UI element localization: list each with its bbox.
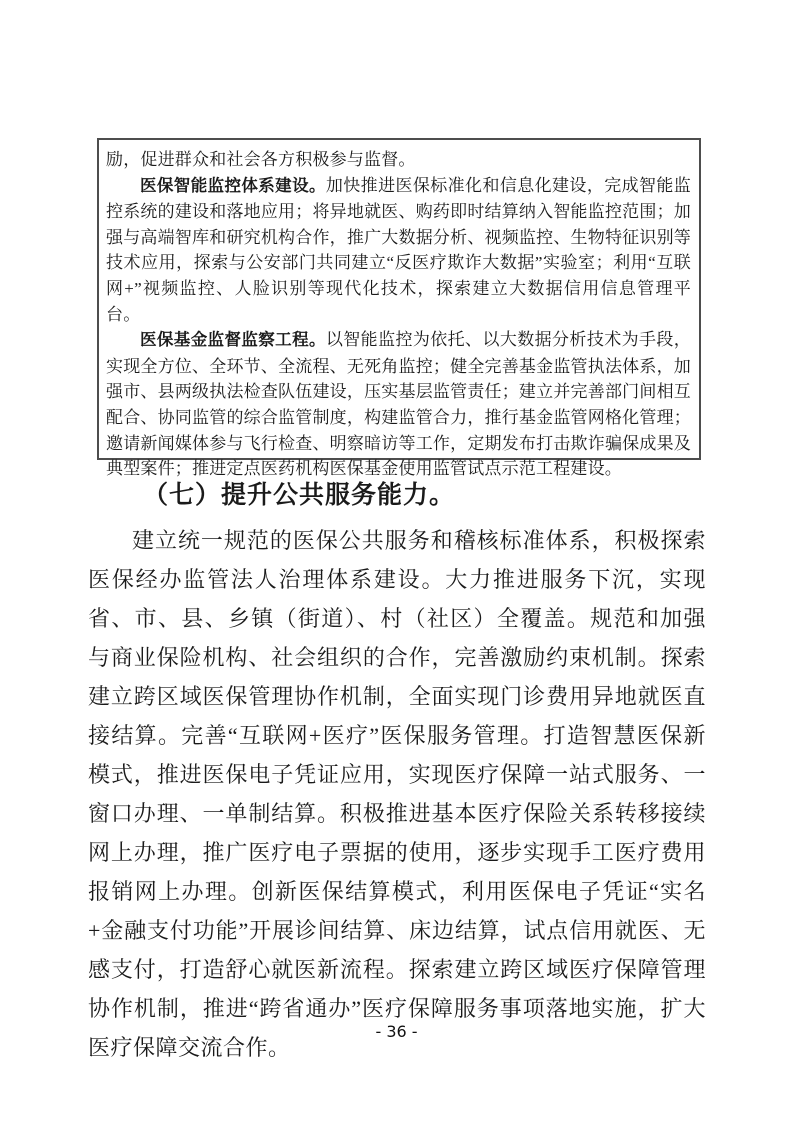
callout-paragraph-lead: 医保智能监控体系建设。	[140, 176, 326, 195]
section-heading: （七）提升公共服务能力。	[143, 482, 456, 509]
callout-paragraph-text: 加快推进医保标准化和信息化建设，完成智能监控系统的建设和落地应用；将异地就医、购药即时结算纳入智能监控范围；加强与高端智库和研究机构合作，推广大数据分析、视频监控、生物特征识别等技术应用，探索与公安部门共同建立“反医疗欺诈大数据”实验室；利用“互联网+”视频监控、人脸识别等现代化技术，探索建立大数据信用信息管理平台。	[106, 175, 692, 324]
callout-paragraph	[106, 173, 691, 328]
page-number: - 36 -	[375, 1022, 418, 1041]
callout-paragraph-lead: 医保基金监督监察工程。	[140, 331, 326, 350]
callout-intro-line: 励，促进群众和社会各方积极参与监督。	[106, 150, 416, 169]
callout-box	[97, 138, 701, 479]
callout-paragraph	[106, 327, 691, 482]
callout-paragraph-text: 以智能监控为依托、以大数据分析技术为手段，实现全方位、全环节、全流程、无死角监控；健全完善基金监管执法体系，加强市、县两级执法检查队伍建设，压实基层监管责任；建立并完善部门间相互配合、协同监管的综合监管制度，构建监管合力，推行基金监管网格化管理；邀请新闻媒体参与飞行检查、明察暗访等工作，定期发布打击欺诈骗保成果及典型案件；推进定点医药机构医保基金使用监管试点示范工程建设。	[106, 330, 692, 479]
section-body: 建立统一规范的医保公共服务和稽核标准体系，积极探索医保经办监管法人治理体系建设。大力推进服务下沉，实现省、市、县、乡镇（街道）、村（社区）全覆盖。规范和加强与商业保险机构、社会组织的合作，完善激励约束机制。探索建立跨区域医保管理协作机制，全面实现门诊费用异地就医直接结算。完善“互联网+医疗”医保服务管理。打造智慧医保新模式，推进医保电子凭证应用，实现医疗保障一站式服务、一窗口办理、一单制结算。积极推进基本医疗保险关系转移接续网上办理，推广医疗电子票据的使用，逐步实现手工医疗费用报销网上办理。创新医保结算模式，利用医保电子凭证“实名+金融支付功能”开展诊间结算、床边结算，试点信用就医、无感支付，打造舒心就医新流程。探索建立跨区域医疗保障管理协作机制，推进“跨省通办”医疗保障服务事项落地实施，扩大医疗保障交流合作。	[88, 528, 706, 1060]
